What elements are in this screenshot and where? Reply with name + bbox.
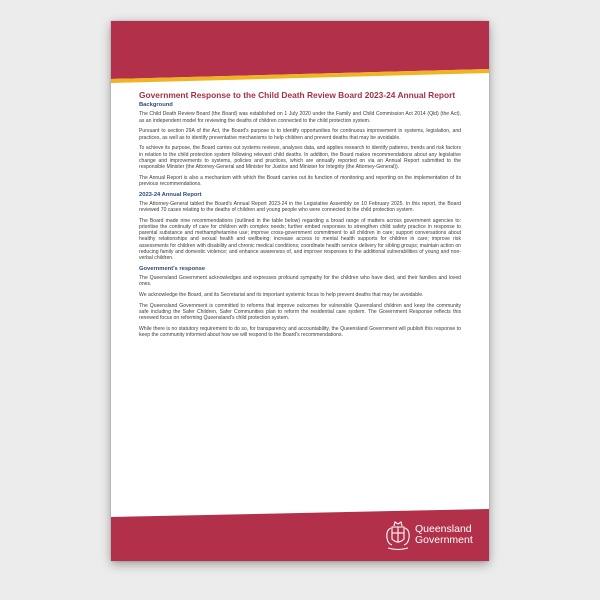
paragraph: While there is no statutory requirement to do so, for transparency and accountability, the Queensland Government will publish this response to keep the community informed about how we will respond to the Board's recommendations. xyxy=(139,325,461,339)
logo-text-queensland: Queensland xyxy=(415,523,472,535)
paragraph: The Board made nine recommendations (outlined in the table below) regarding a broad range of matters across government agencies to: prioritise the continuity of care for children with complex needs; further embed responses to strengthen child safety practice in response to parental substance and methamphetamine use; improve cross-government commitment to all children in care; support conversations about healthy relationships and sexual health and wellbeing; increase access to mental health supports for children in care; improve risk assessments for children with disability and chronic medical conditions; coordinate health service delivery for sibling groups; maintain action on reducing family and domestic violence; and enhance awareness of, and improve responses to the additional vulnerabilities of young and non-verbal children. xyxy=(139,217,461,262)
section-heading-annual-report: 2023-24 Annual Report xyxy=(139,191,202,198)
paragraph: We acknowledge the Board, and its Secretariat and its important systemic focus to help prevent deaths that may be avoidable. xyxy=(139,291,424,298)
section-heading-background: Background xyxy=(139,102,173,109)
paragraph: The Queensland Government is committed to reforms that improve outcomes for vulnerable Queensland children and keep the community safe including the Safer Children, Safer Communities plan to reform the residential care system. The Government Response reflects this renewed focus on reforming Queensland's child protection system. xyxy=(139,302,461,322)
paragraph: The Queensland Government acknowledges and expresses profound sympathy for the children who have died, and their families and loved ones. xyxy=(139,274,461,288)
paragraph: The Child Death Review Board (the Board) was established on 1 July 2020 under the Family and Child Commission Act 2014 (Qld) (the Act), as an independent model for reviewing the deaths of children connected to the child protection system. xyxy=(139,111,461,124)
paragraph: The Attorney-General tabled the Board's Annual Report 2023-24 in the Legislative Assembly on 10 February 2025. In this report, the Board reviewed 70 cases relating to the deaths of children and young people who were connected to the child protection system. xyxy=(139,200,461,214)
queensland-government-logo xyxy=(383,518,479,552)
section-heading-government-response: Government's response xyxy=(139,265,206,272)
paragraph: Pursuant to section 29A of the Act, the Board's purpose is to identify opportunities for continuous improvement in systems, legislation, and practices, as well as to identify preventative mechanisms to help children and prevent deaths that may be avoidable. xyxy=(139,128,461,141)
paragraph: To achieve its purpose, the Board carries out systems reviews, analyses data, and applies research to identify patterns, trends and risk factors in relation to the child protection system following relevant child deaths. In addition, the Board makes recommendations about any legislative change and improvements to systems, policies and practices, which are annually reported on via an Annual Report submitted to the responsible Minister (the Attorney-General and Minister for Justice and Minister for Integrity (the Attorney-General)). xyxy=(139,145,461,171)
logo-text-government: Government xyxy=(415,534,473,546)
paragraph: The Annual Report is also a mechanism with which the Board carries out its function of monitoring and reporting on the implementation of its previous recommendations. xyxy=(139,174,461,188)
coat-of-arms-icon xyxy=(383,518,413,552)
document-page xyxy=(111,21,489,561)
document-content xyxy=(139,91,461,343)
document-title: Government Response to the Child Death Review Board 2023-24 Annual Report xyxy=(139,90,456,100)
top-banner xyxy=(111,21,489,83)
